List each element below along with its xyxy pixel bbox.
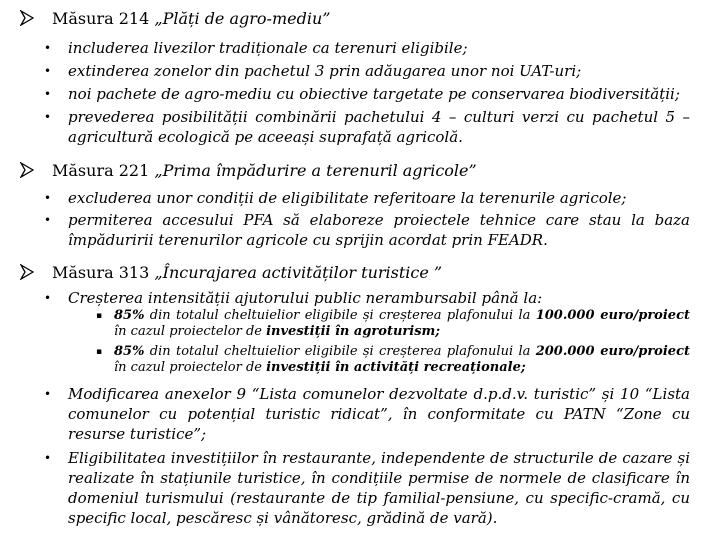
bullet-dot: • <box>44 41 52 55</box>
measure-number: Măsura 313 <box>52 263 150 282</box>
target-value: investiții în agroturism; <box>266 324 441 339</box>
small-square-bullet: ▪ <box>96 311 103 321</box>
measure-name: „Plăți de agro-mediu” <box>154 9 331 28</box>
arrow-right-icon <box>20 162 38 180</box>
arrow-right-icon <box>20 10 38 28</box>
percent-value: 85% <box>114 344 145 359</box>
section-heading-221 <box>20 160 477 182</box>
amount-value: 100.000 euro/proiect <box>535 308 690 323</box>
percent-value: 85% <box>114 308 145 323</box>
measure-number: Măsura 221 <box>52 161 150 180</box>
bullet-dot: • <box>44 64 52 78</box>
target-value: investiții în activități recreaționale; <box>266 360 526 375</box>
small-square-bullet: ▪ <box>96 347 103 357</box>
bullet-dot: • <box>44 87 52 101</box>
slide: Măsura 214 „Plăți de agro-mediu” • includerea livezilor tradiționale ca terenuri eligibile; • extinderea zonelor din pachetul 3 prin adăugarea unor noi UAT-uri; • noi pachete de agro-mediu cu obiective targetate pe conservarea biodiversității; • prevederea posibilității combinării pachetului 4 – culturi verzi cu pachetul 5 – agricultură ecologică pe aceeași suprafață agricolă. Măsura 221 „Prima împădurire a terenuril agricole” • excluderea unor condiții de eligibilitate referitoare la terenurile agricole; • permiterea accesului PFA să elaboreze proiectele tehnice care stau la baza împăduririi terenurilor agricole cu sprijin acordat prin FEADR. Măsura 313 „Încurajarea activităților turistice ” • Creșterea intensității ajutorului public nerambursabil până la: ▪ 85% din totalul cheltuielior eligibile și creșterea plafonului la 100.000 euro/proiect în cazul proiectelor de investiții în agroturism; ▪ 85% din totalul cheltuielior eligibile și creșterea plafonului la 200.000 euro/proiect în cazul proiectelor de investiții în activități recreaționale; • Modificarea anexelor 9 “Lista comunelor dezvoltate d.p.d.v. turistic” și 10 “Lista comunelor cu potențial turistic ridicat”, în conformitate cu PATN “Zone cu resurse turistice”; • Eligibilitatea investițiilor în restaurante, independente de structurile de cazare și realizate în stațiunile turistice, în condițiile permise de normele de clasificare în domeniul turismului (restaurante de tip familial-pensiune, cu specific-cramă, cu specific local, pescăresc și vânătoresc, grădină de vară). <box>0 0 720 540</box>
measure-number: Măsura 214 <box>52 9 150 28</box>
section-heading-313 <box>20 262 442 284</box>
bullet-dot: • <box>44 191 52 205</box>
bullet-dot: • <box>44 451 52 465</box>
measure-name: „Încurajarea activităților turistice ” <box>154 263 443 282</box>
bullet-dot: • <box>44 110 52 124</box>
bullet-dot: • <box>44 291 52 305</box>
arrow-right-icon <box>20 264 38 282</box>
amount-value: 200.000 euro/proiect <box>535 344 690 359</box>
bullet-dot: • <box>44 213 52 227</box>
bullet-dot: • <box>44 387 52 401</box>
measure-name: „Prima împădurire a terenuril agricole” <box>154 161 477 180</box>
section-heading-214 <box>20 8 330 30</box>
